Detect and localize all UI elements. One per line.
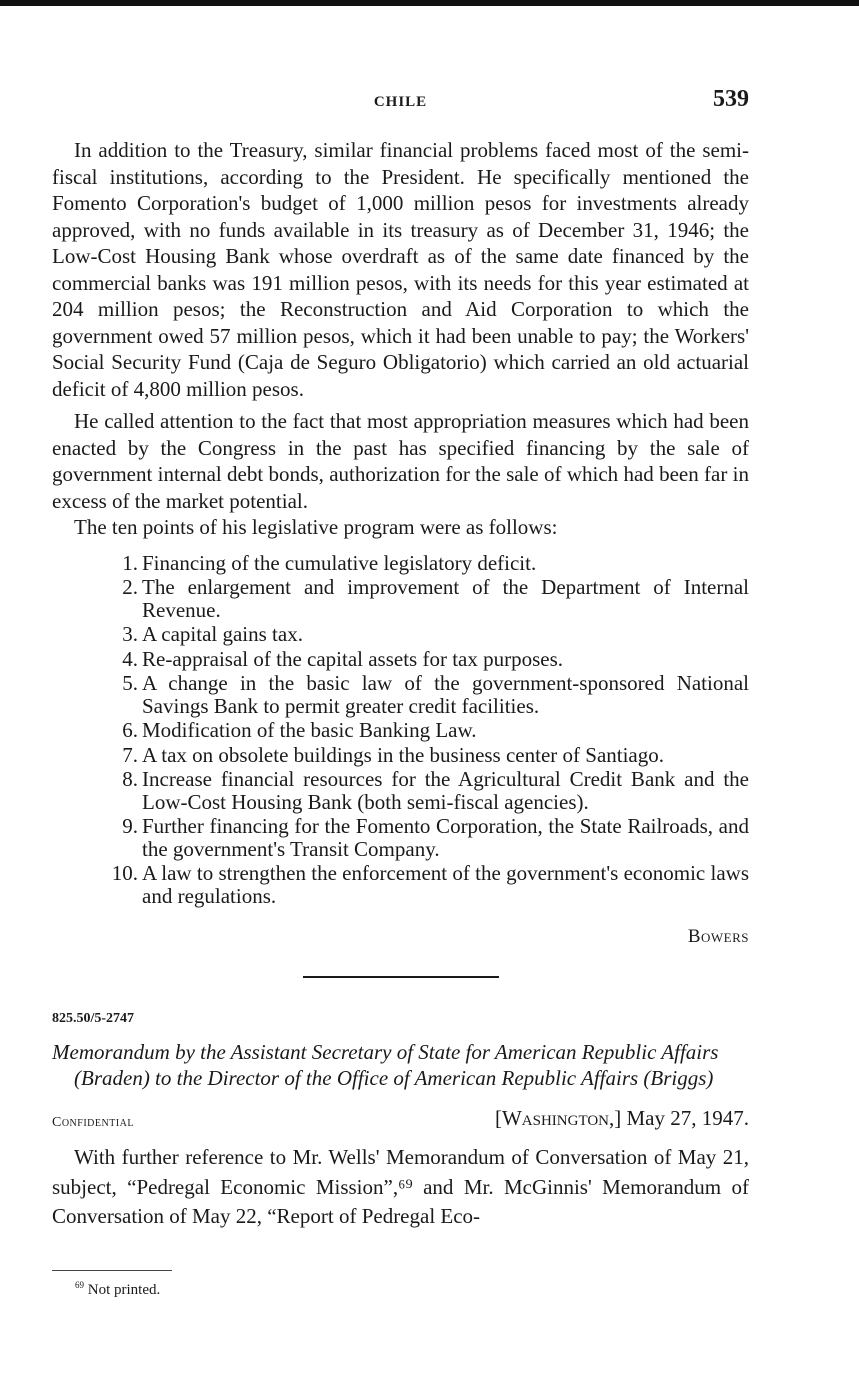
list-item <box>122 814 749 861</box>
list-item <box>122 718 749 742</box>
file-number: 825.50/5-2747 <box>52 1011 135 1026</box>
list-item <box>111 861 749 908</box>
list-item-text: A law to strengthen the enforcement of the government's economic laws and regulations. <box>142 861 749 908</box>
page <box>52 86 749 1232</box>
list-item-text: Further financing for the Fomento Corporation, the State Railroads, and the government's Transit Company. <box>142 814 749 861</box>
signature: Bowers <box>687 926 749 947</box>
list-item-text: A capital gains tax. <box>142 622 303 646</box>
list-item <box>122 671 749 718</box>
dateline-place: [Washington,] <box>494 1106 622 1130</box>
list-item-text: Increase financial resources for the Agricultural Credit Bank and the Low-Cost Housing Bank (both semi-fiscal agencies). <box>142 767 749 814</box>
page-number: 539 <box>713 86 749 112</box>
list-item-number: 5. <box>122 671 138 695</box>
list-item <box>122 767 749 814</box>
legislative-points-list <box>52 552 749 908</box>
list-item-number: 1. <box>122 550 138 575</box>
classification-row <box>52 1106 749 1136</box>
section-divider <box>303 976 499 978</box>
list-item-number: 10. <box>111 861 138 885</box>
list-item-text: Financing of the cumulative legislatory deficit. <box>142 550 537 575</box>
list-item-text: The enlargement and improvement of the Department of Internal Revenue. <box>142 575 749 622</box>
list-item-number: 9. <box>122 814 138 838</box>
footnote-text: Not printed. <box>87 1282 161 1298</box>
list-item <box>122 575 749 622</box>
footnote-rule <box>52 1270 172 1271</box>
running-head: CHILE <box>373 94 428 110</box>
paragraph-1: In addition to the Treasury, similar financial problems faced most of the semi-fiscal institutions, according to the President. He specifically mentioned the Fomento Corporation's budget of 1,000 million pesos for investments already approved, with no funds available in its treasury as of December 31, 1946; the Low-Cost Housing Bank whose overdraft as of the same date financed by the commercial banks was 191 million pesos, with its needs for this year estimated at 204 million pesos; the Reconstruction and Aid Corporation to which the government owed 57 million pesos, which it had been unable to pay; the Workers' Social Security Fund (Caja de Seguro Obligatorio) which carried an old actuarial deficit of 4,800 million pesos. <box>52 138 749 401</box>
list-item-text: Re-appraisal of the capital assets for tax purposes. <box>142 646 564 671</box>
list-item <box>122 622 749 646</box>
list-item-number: 6. <box>122 718 138 742</box>
list-item-text: A tax on obsolete buildings in the business center of Santiago. <box>142 742 665 767</box>
list-item-number: 8. <box>122 767 138 791</box>
paragraph-3: The ten points of his legislative program were as follows: <box>74 515 558 539</box>
list-item-number: 7. <box>122 742 138 767</box>
list-item <box>122 550 749 575</box>
dateline <box>495 1106 749 1131</box>
page-header <box>52 86 749 120</box>
top-border <box>0 0 859 6</box>
document-title: Memorandum by the Assistant Secretary of State for American Republic Affairs (Braden) to the Director of the Office of American Republic Affairs (Briggs) <box>52 1040 719 1090</box>
list-item-text: A change in the basic law of the government-sponsored National Savings Bank to permit greater credit facilities. <box>142 671 749 718</box>
footnote-marker: 69 <box>75 1280 84 1290</box>
list-item-number: 4. <box>122 646 138 671</box>
list-item-number: 3. <box>122 622 138 646</box>
memorandum-paragraph: With further reference to Mr. Wells' Memorandum of Conversation of May 21, subject, “Pedregal Economic Mission”,⁶⁹ and Mr. McGinnis' Memorandum of Conversation of May 22, “Report of Pedregal Eco- <box>52 1145 749 1228</box>
list-item-text: Modification of the basic Banking Law. <box>142 718 477 742</box>
classification-label: Confidential <box>52 1115 134 1130</box>
footnote <box>75 1280 160 1299</box>
list-item-number: 2. <box>122 575 138 599</box>
paragraph-2: He called attention to the fact that most appropriation measures which had been enacted by the Congress in the past has specified financing by the sale of government internal debt bonds, authorization for the sale of which had been far in excess of the market potential. <box>52 409 749 513</box>
dateline-date: May 27, 1947. <box>626 1106 749 1130</box>
list-item <box>122 646 749 671</box>
list-item <box>122 742 749 767</box>
